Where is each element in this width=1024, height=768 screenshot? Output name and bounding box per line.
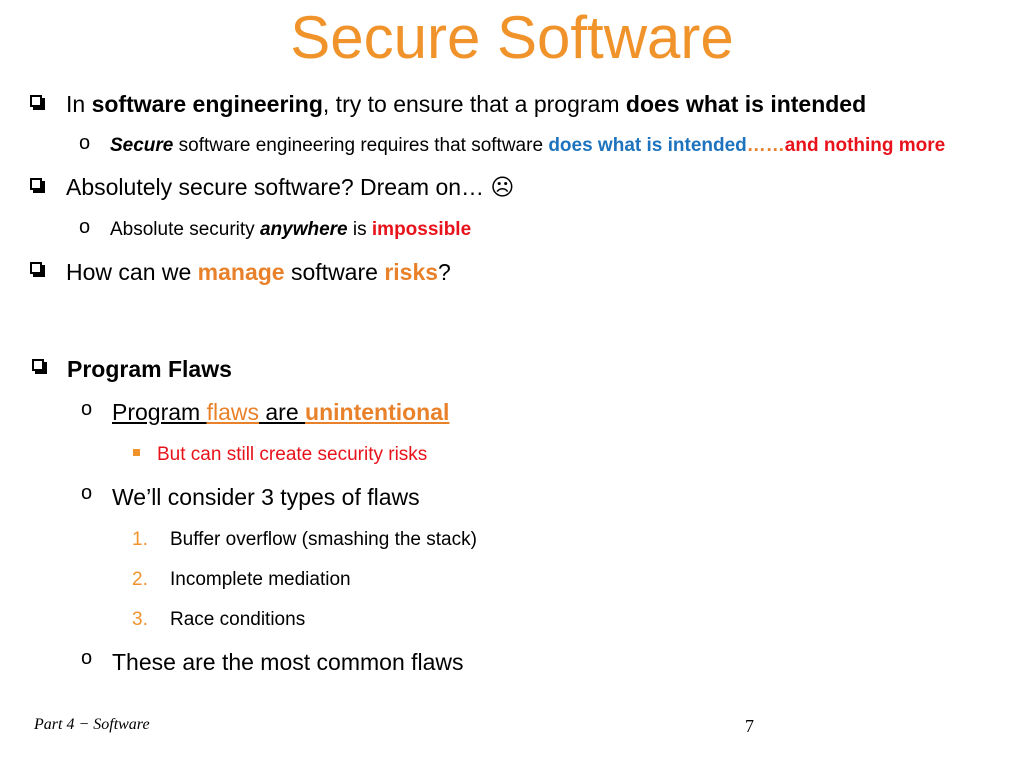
- page-number: 7: [745, 716, 754, 736]
- text-orange-bold-underlined: unintentional: [305, 399, 450, 425]
- sub-bullet-marker: o: [79, 132, 91, 154]
- text-underlined: Program: [112, 399, 207, 425]
- hollow-square-bullet-icon: [30, 95, 42, 107]
- text: In: [66, 91, 92, 117]
- text-bold-italic: Secure: [110, 135, 174, 156]
- text-red: and nothing more: [784, 135, 946, 156]
- slide-title: Secure Software: [290, 4, 734, 71]
- bullet-program-flaws: [67, 356, 232, 383]
- sub-bullet-marker: o: [79, 216, 91, 238]
- text-underlined: are: [259, 399, 306, 425]
- text-blue: does what is intended: [548, 135, 747, 156]
- sub-bullet-absolute-security: [110, 219, 471, 241]
- list-number: 3.: [132, 609, 148, 630]
- sub-bullet-marker: o: [81, 647, 93, 669]
- bullet-software-engineering: [66, 91, 866, 118]
- text-bold: does what is intended: [625, 91, 867, 117]
- text: software: [284, 259, 385, 285]
- list-item: Race conditions: [170, 609, 306, 630]
- text-bold-italic: anywhere: [259, 219, 348, 240]
- hollow-square-bullet-icon: [32, 359, 44, 371]
- list-item: Incomplete mediation: [170, 569, 351, 590]
- text-dots: ……: [746, 135, 785, 156]
- text: , try to ensure that a program: [322, 91, 626, 117]
- filled-square-bullet-icon: [133, 449, 140, 456]
- list-number: 2.: [132, 569, 148, 590]
- text-bold: Program Flaws: [67, 356, 232, 382]
- text-orange: manage: [197, 259, 285, 285]
- text-bold: software engineering: [91, 91, 323, 117]
- sub-bullet-marker: o: [81, 482, 93, 504]
- text-red: impossible: [371, 219, 472, 240]
- text: is: [347, 219, 372, 240]
- text-orange: risks: [384, 259, 439, 285]
- sub-bullet-flaws-unintentional: [112, 399, 449, 426]
- bullet-absolutely-secure: Absolutely secure software? Dream on… ☹: [66, 174, 515, 200]
- text: How can we: [66, 259, 198, 285]
- sub-bullet-most-common: These are the most common flaws: [112, 649, 464, 675]
- hollow-square-bullet-icon: [30, 262, 42, 274]
- sub-bullet-secure-engineering: [110, 135, 945, 157]
- sub-bullet-three-types: We’ll consider 3 types of flaws: [112, 484, 420, 510]
- footer-section-label: Part 4 − Software: [34, 716, 150, 733]
- list-item: Buffer overflow (smashing the stack): [170, 529, 477, 550]
- text: Absolute security: [110, 219, 260, 240]
- text: ?: [438, 259, 451, 285]
- text: software engineering requires that software: [173, 135, 549, 156]
- hollow-square-bullet-icon: [30, 178, 42, 190]
- text-orange-underlined: flaws: [206, 399, 259, 425]
- sub-sub-bullet-security-risks: But can still create security risks: [157, 444, 428, 465]
- sub-bullet-marker: o: [81, 398, 93, 420]
- bullet-manage-risks: [66, 259, 451, 286]
- list-number: 1.: [132, 529, 148, 550]
